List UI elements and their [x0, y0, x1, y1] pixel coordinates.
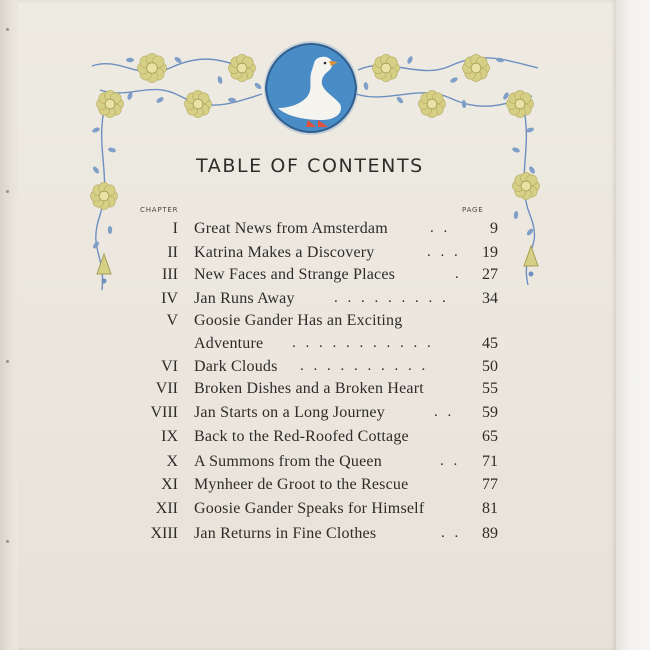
leaf-ornament — [92, 165, 100, 174]
chapter-entry — [0, 428, 616, 452]
chapter-number: X — [166, 453, 178, 470]
chapter-number: XI — [161, 476, 178, 493]
background-surface — [616, 0, 650, 650]
chapter-title: Jan Returns in Fine Clothes — [194, 525, 377, 542]
flower-ornament — [184, 90, 211, 117]
page-number: 89 — [482, 525, 498, 542]
leaf-ornament — [396, 96, 405, 105]
chapter-title: Goosie Gander Has an Exciting — [194, 312, 403, 329]
chapter-number: II — [167, 244, 178, 261]
chapter-entry — [0, 312, 616, 336]
page-number: 27 — [482, 266, 498, 283]
leaf-ornament — [363, 82, 369, 91]
page-number: 50 — [482, 358, 498, 375]
chapter-title: Broken Dishes and a Broken Heart — [194, 380, 424, 397]
dot-leader: . . . . . . . . . . — [300, 358, 429, 374]
chapter-entry — [0, 500, 616, 524]
dot-leader: . . . — [427, 244, 461, 260]
leaf-ornament — [511, 147, 520, 154]
chapter-entry — [0, 244, 616, 268]
page-number: 45 — [482, 335, 498, 352]
chapter-title: New Faces and Strange Places — [194, 266, 396, 283]
chapter-title: Katrina Makes a Discovery — [194, 244, 375, 261]
chapter-number: I — [172, 220, 178, 237]
flower-ornament — [90, 182, 117, 209]
dot-leader: . . — [430, 220, 451, 236]
leaf-ornament — [91, 126, 100, 133]
dot-leader: . — [455, 266, 462, 282]
chapter-title: Mynheer de Groot to the Rescue — [194, 476, 409, 493]
chapter-title: Jan Starts on a Long Journey — [194, 404, 385, 421]
chapter-entry — [0, 525, 616, 549]
chapter-entry — [0, 290, 616, 314]
leaf-ornament — [406, 55, 413, 64]
flower-ornament — [137, 53, 166, 82]
chapter-title: Goosie Gander Speaks for Himself — [194, 500, 425, 517]
page-column-label: PAGE — [462, 206, 484, 214]
leaf-ornament — [126, 58, 134, 62]
leaf-ornament — [155, 96, 164, 104]
leaf-ornament — [461, 100, 466, 108]
chapter-entry — [0, 335, 616, 359]
leaf-ornament — [108, 147, 117, 153]
chapter-entry — [0, 220, 616, 244]
leaf-ornament — [496, 57, 505, 63]
chapter-number: IX — [161, 428, 178, 445]
chapter-title: Back to the Red-Roofed Cottage — [194, 428, 409, 445]
chapter-title: A Summons from the Queen — [194, 453, 382, 470]
chapter-entry — [0, 358, 616, 382]
flower-ornament — [418, 90, 445, 117]
chapter-title: Jan Runs Away — [194, 290, 295, 307]
page-number: 59 — [482, 404, 498, 421]
page-number: 55 — [482, 380, 498, 397]
vine-left-top — [92, 59, 250, 72]
chapter-title: Adventure — [194, 335, 264, 352]
page-number: 71 — [482, 453, 498, 470]
leaf-ornament — [254, 82, 263, 91]
chapter-number: V — [166, 312, 178, 329]
flower-ornament — [372, 54, 399, 81]
flower-ornament — [228, 54, 255, 81]
chapter-number: XII — [155, 500, 178, 517]
page-number: 34 — [482, 290, 498, 307]
chapter-number: VI — [161, 358, 178, 375]
page-number: 19 — [482, 244, 498, 261]
flower-ornament — [462, 54, 489, 81]
leaf-ornament — [217, 76, 223, 85]
vine-left-mid — [100, 90, 262, 106]
dot-leader: . . . . . . . . . . . — [292, 335, 434, 351]
chapter-entry — [0, 266, 616, 290]
chapter-title: Dark Clouds — [194, 358, 278, 375]
dot-leader: . . — [440, 453, 461, 469]
chapter-entry — [0, 453, 616, 477]
page-number: 77 — [482, 476, 498, 493]
chapter-entry — [0, 380, 616, 404]
chapter-number: VII — [155, 380, 178, 397]
flower-ornament — [512, 172, 539, 199]
flower-ornament — [96, 90, 123, 117]
chapter-number: XIII — [150, 525, 178, 542]
dot-leader: . . — [434, 404, 455, 420]
chapter-number: VIII — [150, 404, 178, 421]
dot-leader: . . . . . . . . . — [334, 290, 449, 306]
page-number: 9 — [490, 220, 498, 237]
leaf-ornament — [514, 211, 519, 219]
chapter-entry — [0, 476, 616, 500]
page-number: 81 — [482, 500, 498, 517]
chapter-title: Great News from Amsterdam — [194, 220, 388, 237]
page-number: 65 — [482, 428, 498, 445]
page-title: TABLE OF CONTENTS — [196, 155, 424, 177]
chapter-number: III — [162, 266, 178, 283]
chapter-column-label: CHAPTER — [140, 206, 179, 214]
chapter-entry — [0, 404, 616, 428]
flower-ornament — [506, 90, 533, 117]
chapter-number: IV — [161, 290, 178, 307]
dot-leader: . . — [441, 525, 462, 541]
leaf-ornament — [449, 76, 458, 84]
